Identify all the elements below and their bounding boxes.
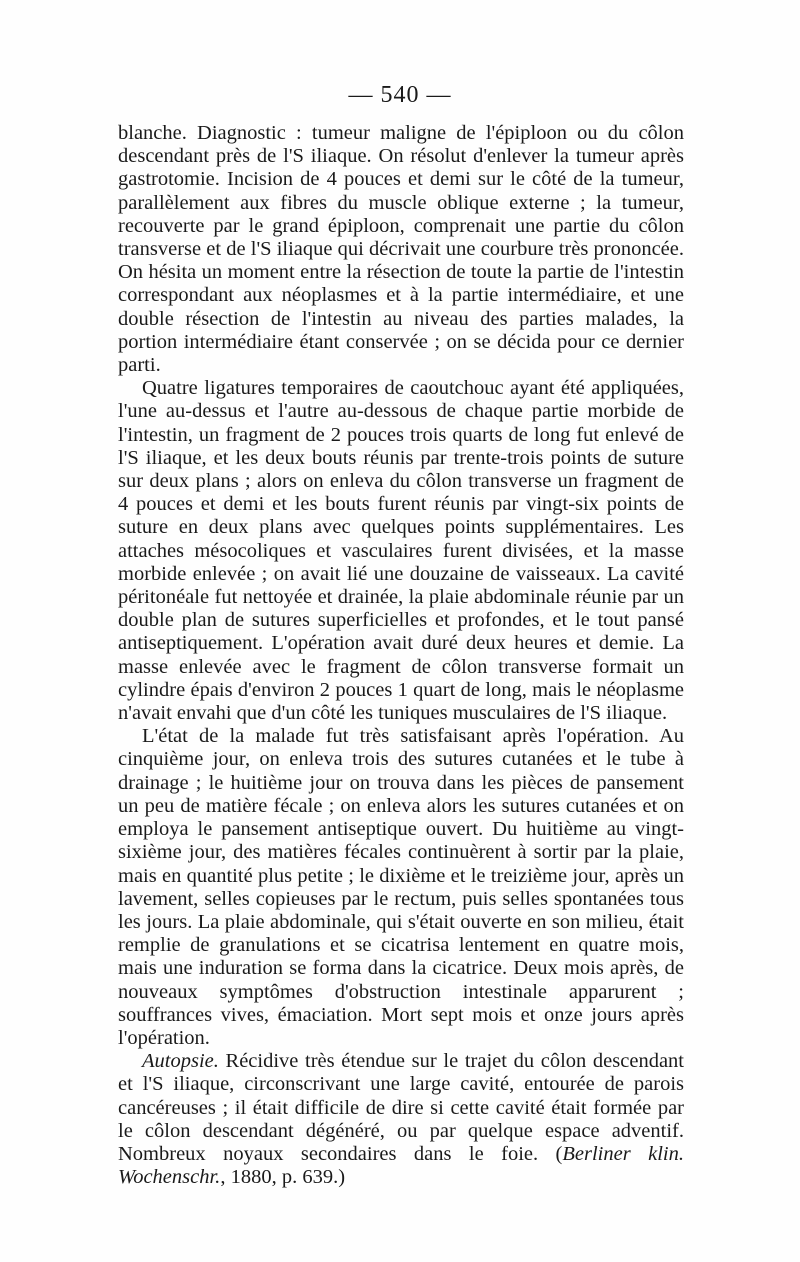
autopsie-text: Récidive très étendue sur le trajet du côlon descendant et l'S iliaque, circonscrivant une large cavité, entourée de parois cancéreuses ; il était difficile de dire si cette cavité était formée par le côlon descendant dégénéré, ou par quelque espace adventif. Nombreux noyaux secondaires dans le foie. ( xyxy=(118,1050,684,1165)
citation-tail: , 1880, p. 639.) xyxy=(220,1166,346,1189)
paragraph-2: Quatre ligatures temporaires de caoutchouc ayant été appliquées, l'une au-dessus et l'autre au-dessous de chaque partie morbide de l'intestin, un fragment de 2 pouces trois quarts de long fut enlevé de l'S iliaque, et les deux bouts réunis par trente-trois points de suture sur deux plans ; alors on enleva du côlon transverse un fragment de 4 pouces et demi et les bouts furent réunis par vingt-six points de suture en deux plans avec quelques points supplémentaires. Les attaches mésocoliques et vasculaires furent divisées, et la masse morbide enlevée ; on avait lié une douzaine de vaisseaux. La cavité péritonéale fut nettoyée et drainée, la plaie abdominale réunie par un double plan de sutures superficielles et profondes, et le tout pansé antiseptiquement. L'opération avait duré deux heures et demie. La masse enlevée avec le fragment de côlon transverse formait un cylindre épais d'environ 2 pouces 1 quart de long, mais le néoplasme n'avait envahi que d'un côté les tuniques musculaires de l'S iliaque. xyxy=(118,377,684,725)
citation-journal: Berliner klin. Wochenschr. xyxy=(118,1142,684,1189)
paragraph-4 xyxy=(118,1050,684,1189)
autopsie-label: Autopsie. xyxy=(142,1050,219,1073)
page-number: — 540 — xyxy=(348,82,452,108)
paragraph-3: L'état de la malade fut très satisfaisant après l'opération. Au cinquième jour, on enleva trois des sutures cutanées et le tube à drainage ; le huitième jour on trouva dans les pièces de pansement un peu de matière fécale ; on enleva alors les sutures cutanées et on employa le pansement antiseptique ouvert. Du huitième au vingt-sixième jour, des matières fécales continuèrent à sortir par la plaie, mais en quantité plus petite ; le dixième et le treizième jour, après un lavement, selles copieuses par le rectum, puis selles spontanées tous les jours. La plaie abdominale, qui s'était ouverte en son milieu, était remplie de granulations et se cicatrisa lentement en quatre mois, mais une induration se forma dans la cicatrice. Deux mois après, de nouveaux symptômes d'obstruction intestinale apparurent ; souffrances vives, émaciation. Mort sept mois et onze jours après l'opération. xyxy=(118,725,684,1049)
body-text xyxy=(118,122,684,1189)
paragraph-1: blanche. Diagnostic : tumeur maligne de l'épiploon ou du côlon descendant près de l'S iliaque. On résolut d'enlever la tumeur après gastrotomie. Incision de 4 pouces et demi sur le côté de la tumeur, parallèlement aux fibres du muscle oblique externe ; la tumeur, recouverte par le grand épiploon, comprenait une partie du côlon transverse et de l'S iliaque qui décrivait une courbure très prononcée. On hésita un moment entre la résection de toute la partie de l'intestin correspondant aux néoplasmes et à la partie intermédiaire, et une double résection de l'intestin au niveau des parties malades, la portion intermédiaire étant conservée ; on se décida pour ce dernier parti. xyxy=(118,122,684,377)
